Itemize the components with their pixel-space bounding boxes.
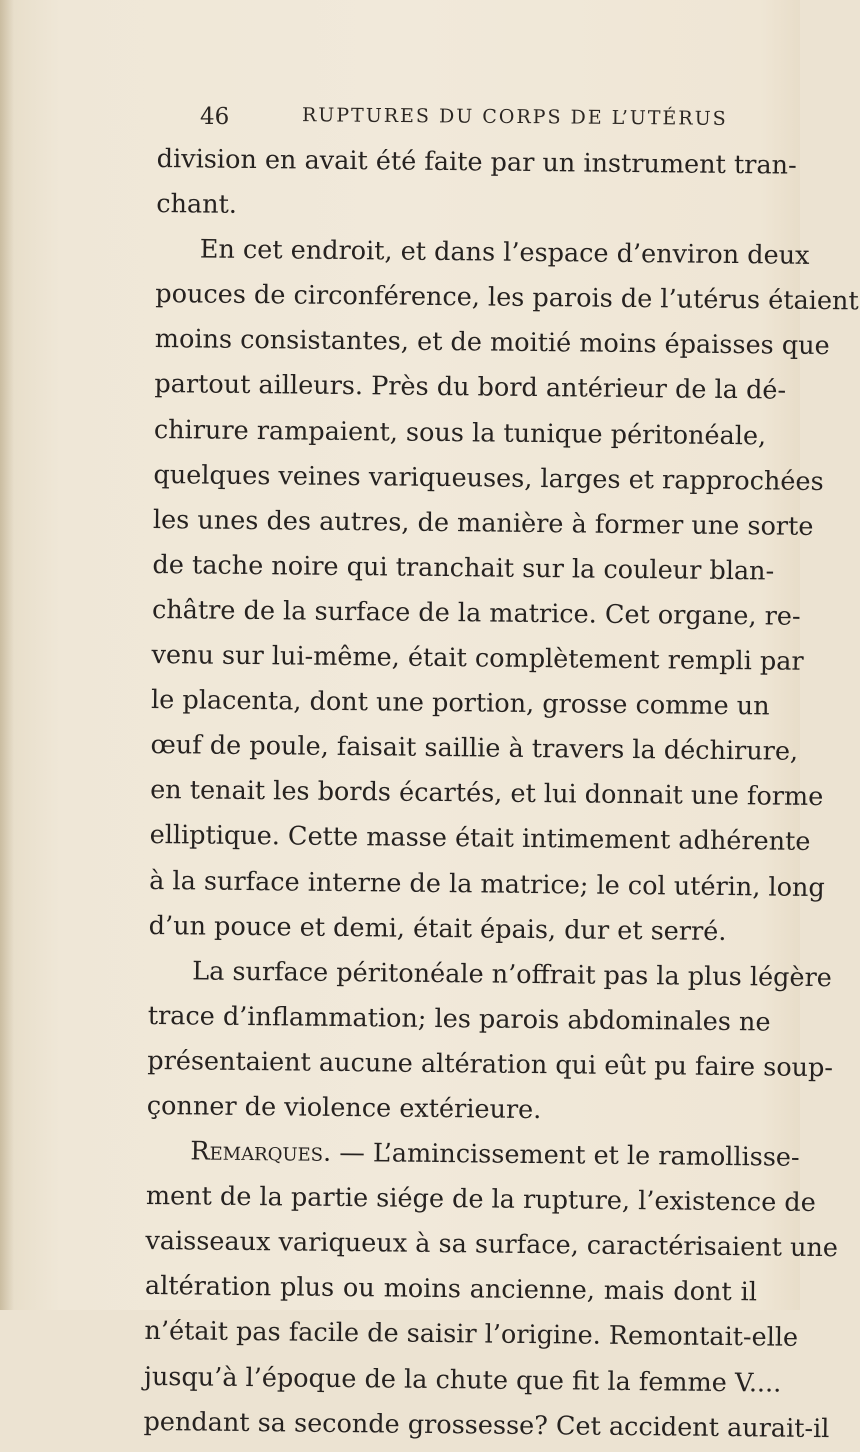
text-line: de tache noire qui tranchait sur la couleur blan- — [152, 549, 775, 587]
text-line: moins consistantes, et de moitié moins épaisses que — [154, 324, 830, 362]
text-line: partout ailleurs. Près du bord antérieur de la dé- — [154, 369, 787, 407]
text-line: œuf de poule, faisait saillie à travers la déchirure, — [150, 730, 799, 767]
text-line: ment de la partie siége de la rupture, l’existence de — [145, 1181, 816, 1219]
text-line: chirure rampaient, sous la tunique péritonéale, — [153, 414, 767, 451]
text-line: altération plus ou moins ancienne, mais dont il — [144, 1271, 758, 1308]
text-line: vaisseaux variqueux à sa surface, caractérisaient une — [145, 1226, 839, 1264]
text-line: n’était pas facile de saisir l’origine. Remontait-elle — [144, 1316, 799, 1354]
paragraph-start-line: La surface péritonéale n’offrait pas la plus légère — [192, 956, 832, 993]
text-line: chant. — [156, 189, 238, 220]
text-line: trace d’inflammation; les parois abdominales ne — [147, 1000, 771, 1038]
text-line: jusqu’à l’époque de la chute que fit la femme V.... — [143, 1361, 782, 1399]
page-gutter-shadow — [0, 0, 14, 1310]
text-line: les unes des autres, de manière à former une sorte — [152, 504, 814, 542]
text-line: venu sur lui-même, était complètement rempli par — [151, 640, 804, 677]
text-line: çonner de violence extérieure. — [146, 1090, 542, 1126]
text-line: quelques veines variqueuses, larges et rapprochées — [153, 459, 824, 497]
text-line: pendant sa seconde grossesse? Cet accident aurait-il — [143, 1406, 830, 1444]
text-line: pouces de circonférence, les parois de l’utérus étaient — [155, 279, 859, 317]
text-line: elliptique. Cette masse était intimement adhérente — [149, 820, 811, 858]
text-line: le placenta, dont une portion, grosse comme un — [150, 685, 770, 722]
text-line: à la surface interne de la matrice; le col utérin, long — [149, 865, 825, 903]
running-title: RUPTURES DU CORPS DE L’UTÉRUS — [301, 104, 728, 130]
text-line: d’un pouce et demi, était épais, dur et serré. — [148, 910, 727, 947]
paragraph-start-line: En cet endroit, et dans l’espace d’environ deux — [199, 234, 810, 272]
text-line: en tenait les bords écartés, et lui donnait une forme — [150, 775, 824, 813]
page-number: 46 — [200, 104, 230, 130]
text-line: châtre de la surface de la matrice. Cet organe, re- — [151, 594, 801, 632]
body-text — [143, 137, 859, 1451]
text-line: présentaient aucune altération qui eût pu faire soup- — [147, 1045, 834, 1084]
text-line: division en avait été faite par un instrument tran- — [156, 143, 797, 181]
paragraph-start-line: Remarques. — L’amincissement et le ramollisse- — [190, 1136, 800, 1173]
